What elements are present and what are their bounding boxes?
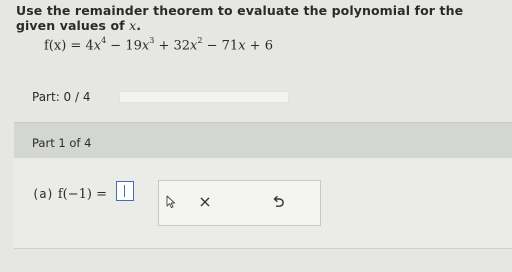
term1-var: x <box>93 38 102 54</box>
answer-input[interactable] <box>116 181 134 201</box>
mouse-pointer-icon <box>166 195 176 209</box>
progress-label: Part: 0 / 4 <box>32 90 91 104</box>
prompt-end: . <box>136 18 142 33</box>
term4-var: x <box>238 38 246 54</box>
undo-button[interactable] <box>270 195 286 211</box>
term3-exp: 2 <box>197 36 203 45</box>
op1: − <box>106 38 126 54</box>
progress-bar <box>119 91 289 103</box>
term3-var: x <box>190 38 198 54</box>
term5-const: 6 <box>264 38 273 54</box>
question-expression: f(−1) = <box>57 187 107 202</box>
clear-button[interactable] <box>196 192 214 212</box>
undo-icon <box>274 197 283 207</box>
polynomial-formula <box>44 37 273 53</box>
term4-coef: 71 <box>221 38 239 54</box>
question-a <box>32 187 107 202</box>
problem-prompt <box>16 3 506 33</box>
prompt-text: Use the remainder theorem to evaluate the polynomial for the given values of <box>16 3 464 33</box>
part-header-label: Part 1 of 4 <box>32 136 92 150</box>
question-label: (a) <box>32 187 54 201</box>
op3: − <box>202 38 222 54</box>
term3-coef: 32 <box>173 38 191 54</box>
term2-coef: 19 <box>125 38 142 54</box>
progress-row <box>0 84 512 110</box>
op4: + <box>245 38 265 54</box>
op2: + <box>154 38 174 54</box>
term1-coef: 4 <box>85 38 94 54</box>
term1-exp: 4 <box>101 36 107 45</box>
prompt-variable: x <box>129 18 137 33</box>
formula-lhs: f(x) = <box>44 38 86 54</box>
part-header <box>14 122 512 159</box>
answer-toolbox <box>158 180 321 226</box>
close-icon: × <box>198 192 212 211</box>
term2-var: x <box>141 38 150 54</box>
term2-exp: 3 <box>149 36 155 45</box>
input-caret <box>124 185 125 197</box>
